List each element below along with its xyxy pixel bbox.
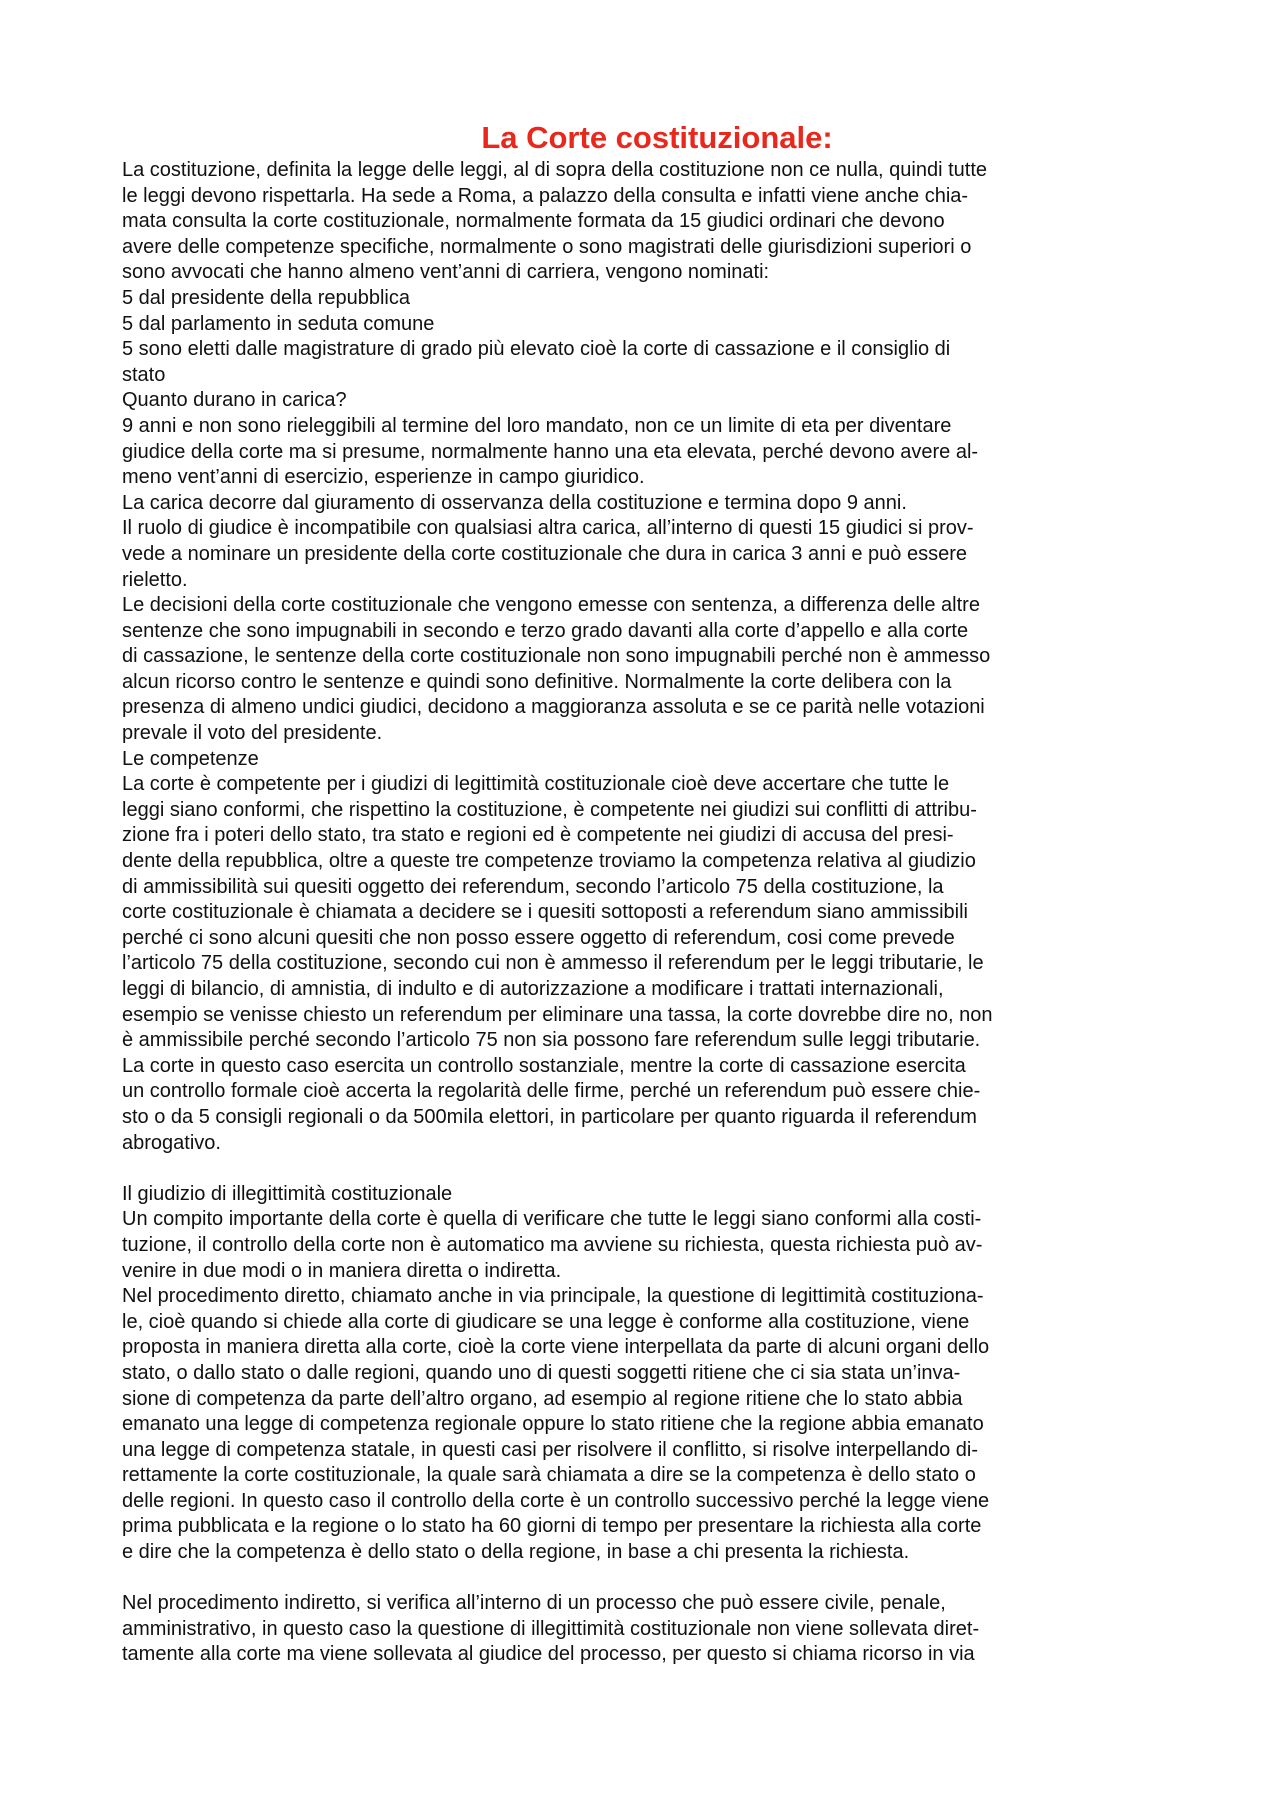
text-line: emanato una legge di competenza regionale oppure lo stato ritiene che la regione abbia emanato — [122, 1413, 984, 1436]
text-line: abrogativo. — [122, 1131, 221, 1154]
text-line: meno vent’anni di esercizio, esperienze in campo giuridico. — [122, 466, 645, 489]
text-line: un controllo formale cioè accerta la regolarità delle firme, perché un referendum può essere chie- — [122, 1080, 981, 1103]
page-title: La Corte costituzionale: — [481, 120, 833, 155]
text-line: leggi di bilancio, di amnistia, di indulto e di autorizzazione a modificare i trattati internazionali, — [122, 978, 944, 1000]
text-line: tuzione, il controllo della corte non è automatico ma avviene su richiesta, questa richiesta può av- — [122, 1233, 983, 1256]
text-line: è ammissibile perché secondo l’articolo 75 non sia possono fare referendum sulle leggi tributarie. — [122, 1029, 981, 1052]
text-line: mata consulta la corte costituzionale, normalmente formata da 15 giudici ordinari che devono — [122, 210, 945, 233]
text-line: 5 sono eletti dalle magistrature di grado più elevato cioè la corte di cassazione e il consiglio di — [122, 338, 951, 361]
text-line: esempio se venisse chiesto un referendum per eliminare una tassa, la corte dovrebbe dire no, non — [122, 1003, 993, 1026]
text-line: Quanto durano in carica? — [122, 389, 347, 412]
text-line: prima pubblicata e la regione o lo stato ha 60 giorni di tempo per presentare la richiesta alla corte — [122, 1515, 982, 1538]
text-line: sono avvocati che hanno almeno vent’anni di carriera, vengono nominati: — [122, 261, 770, 284]
blank-line — [122, 1566, 1162, 1592]
text-line: alcun ricorso contro le sentenze e quindi sono definitive. Normalmente la corte delibera con la — [122, 670, 952, 693]
text-line: dente della repubblica, oltre a queste tre competenze troviamo la competenza relativa al giudizio — [122, 850, 976, 873]
text-line: La costituzione, definita la legge delle leggi, al di sopra della costituzione non ce nulla, quindi tutte — [122, 159, 988, 181]
text-line: perché ci sono alcuni quesiti che non posso essere oggetto di referendum, cosi come prevede — [122, 926, 955, 949]
text-line: sione di competenza da parte dell’altro organo, ad esempio al regione ritiene che lo stato abbia — [122, 1387, 963, 1410]
text-line: delle regioni. In questo caso il controllo della corte è un controllo successivo perché la legge viene — [122, 1489, 990, 1512]
text-line: Le competenze — [122, 747, 259, 770]
text-line: Un compito importante della corte è quella di verificare che tutte le leggi siano conformi alla costi- — [122, 1208, 982, 1231]
text-line: venire in due modi o in maniera diretta o indiretta. — [122, 1259, 562, 1282]
text-line: 9 anni e non sono rieleggibili al termine del loro mandato, non ce un limite di eta per diventare — [122, 414, 952, 437]
text-line: stato — [122, 363, 166, 386]
text-line: Nel procedimento diretto, chiamato anche in via principale, la questione di legittimità costituziona- — [122, 1285, 984, 1308]
text-line: giudice della corte ma si presume, normalmente hanno una eta elevata, perché devono avere al- — [122, 440, 979, 463]
text-line: e dire che la competenza è dello stato o della regione, in base a chi presenta la richiesta. — [122, 1541, 910, 1564]
document-page — [122, 120, 1162, 1668]
text-line: 5 dal parlamento in seduta comune — [122, 312, 435, 335]
text-line: le leggi devono rispettarla. Ha sede a Roma, a palazzo della consulta e infatti viene anche chia- — [122, 184, 969, 207]
text-line: rettamente la corte costituzionale, la quale sarà chiamata a dire se la competenza è dello stato o — [122, 1464, 976, 1487]
text-line: La corte in questo caso esercita un controllo sostanziale, mentre la corte di cassazione esercita — [122, 1054, 966, 1077]
document-body — [122, 158, 1162, 1668]
text-line: le, cioè quando si chiede alla corte di giudicare se una legge è conforme alla costituzione, viene — [122, 1310, 970, 1333]
text-line: avere delle competenze specifiche, normalmente o sono magistrati delle giurisdizioni superiori o — [122, 235, 972, 258]
text-line: Il giudizio di illegittimità costituzionale — [122, 1182, 453, 1205]
text-line: Nel procedimento indiretto, si verifica all’interno di un processo che può essere civile, penale, — [122, 1592, 946, 1615]
text-line: La carica decorre dal giuramento di osservanza della costituzione e termina dopo 9 anni. — [122, 491, 907, 514]
text-line: zione fra i poteri dello stato, tra stato e regioni ed è competente nei giudizi di accusa del presi- — [122, 824, 954, 847]
text-line: di ammissibilità sui quesiti oggetto dei referendum, secondo l’articolo 75 della costituzione, la — [122, 875, 944, 898]
text-line: La corte è competente per i giudizi di legittimità costituzionale cioè deve accertare che tutte le — [122, 773, 950, 796]
text-line: prevale il voto del presidente. — [122, 722, 383, 745]
text-line: sto o da 5 consigli regionali o da 500mila elettori, in particolare per quanto riguarda il referendum — [122, 1105, 977, 1128]
text-line: una legge di competenza statale, in questi casi per risolvere il conflitto, si risolve interpellando di- — [122, 1438, 979, 1461]
text-line: tamente alla corte ma viene sollevata al giudice del processo, per questo si chiama ricorso in via — [122, 1643, 975, 1666]
text-line: 5 dal presidente della repubblica — [122, 286, 410, 309]
text-line: presenza di almeno undici giudici, decidono a maggioranza assoluta e se ce parità nelle votazioni — [122, 696, 985, 719]
text-line: vede a nominare un presidente della corte costituzionale che dura in carica 3 anni e può essere — [122, 542, 967, 565]
text-line: rieletto. — [122, 568, 188, 591]
text-line: corte costituzionale è chiamata a decidere se i quesiti sottoposti a referendum siano ammissibili — [122, 901, 968, 924]
text-line: Il ruolo di giudice è incompatibile con qualsiasi altra carica, all’interno di questi 15 giudici si prov- — [122, 517, 974, 540]
text-line: di cassazione, le sentenze della corte costituzionale non sono impugnabili perché non è ammesso — [122, 645, 991, 668]
blank-line — [122, 1156, 1162, 1182]
text-line: sentenze che sono impugnabili in secondo e terzo grado davanti alla corte d’appello e alla corte — [122, 619, 969, 642]
text-line: proposta in maniera diretta alla corte, cioè la corte viene interpellata da parte di alcuni organi dello — [122, 1336, 990, 1359]
text-line: leggi siano conformi, che rispettino la costituzione, è competente nei giudizi sui conflitti di attribu- — [122, 798, 977, 821]
text-line: Le decisioni della corte costituzionale che vengono emesse con sentenza, a differenza delle altre — [122, 594, 980, 617]
text-line: amministrativo, in questo caso la questione di illegittimità costituzionale non viene sollevata diret- — [122, 1617, 980, 1640]
text-line: l’articolo 75 della costituzione, secondo cui non è ammesso il referendum per le leggi tributarie, le — [122, 952, 984, 975]
text-line: stato, o dallo stato o dalle regioni, quando uno di questi soggetti ritiene che ci sia stata un’inva- — [122, 1361, 961, 1384]
